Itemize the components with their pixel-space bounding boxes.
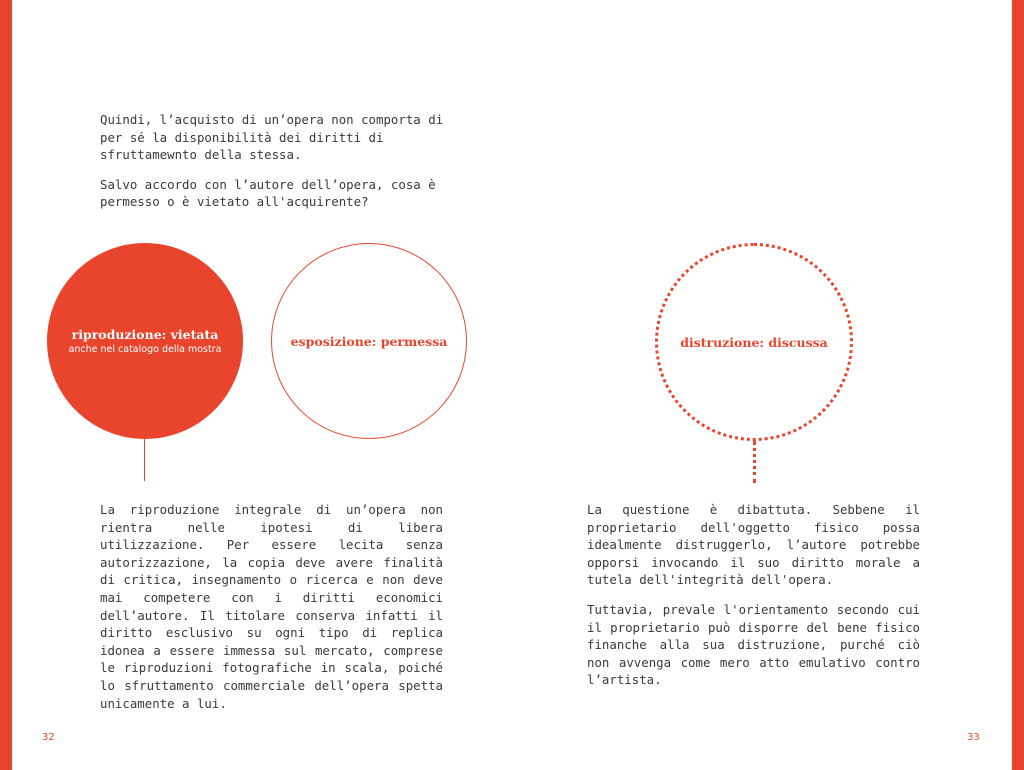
reproduction-connector-line [144, 439, 145, 481]
left-edge-bar [0, 0, 12, 770]
destruction-circle [655, 243, 853, 441]
reproduction-paragraph-1: La riproduzione integrale di un’opera non rientra nelle ipotesi di libera utilizzazione. Per essere lecita senza autorizzazione, la copia deve avere finalità di critica, insegnamento o ricerca e non deve mai competere con i diritti economici dell’autore. Il titolare conserva infatti il diritto esclusivo su ogni tipo di replica idonea a essere immessa sul mercato, comprese le riproduzioni fotografiche in scala, poiché lo sfruttamento commerciale dell’opera spetta unicamente a lui. [100, 502, 443, 711]
destruction-body-text [587, 501, 920, 701]
reproduction-subtitle: anche nel catalogo della mostra [68, 344, 222, 355]
reproduction-title: riproduzione: vietata [71, 327, 219, 342]
exhibition-title: esposizione: permessa [290, 333, 448, 349]
destruction-paragraph-1: La questione è dibattuta. Sebbene il proprietario dell'oggetto fisico possa idealmente distruggerlo, l’autore potrebbe opporsi invocando il suo diritto morale a tutela dell'integrità dell'opera. [587, 502, 920, 588]
intro-paragraph-1: Quindi, l’acquisto di un’opera non comporta di per sé la disponibilità dei diritti di sfruttamewnto della stessa. [100, 112, 444, 163]
destruction-paragraph-2: Tuttavia, prevale l'orientamento secondo cui il proprietario può disporre del bene fisico finanche alla sua distruzione, purché ciò non avvenga come mero atto emulativo contro l’artista. [587, 601, 920, 688]
reproduction-circle [47, 243, 243, 439]
intro-text [100, 111, 445, 223]
intro-paragraph-2: Salvo accordo con l’autore dell’opera, cosa è permesso o è vietato all'acquirente? [100, 176, 436, 210]
reproduction-body-text [100, 501, 443, 724]
destruction-title: distruzione: discussa [680, 334, 828, 350]
destruction-connector-line [753, 441, 756, 483]
right-edge-bar [1012, 0, 1024, 770]
exhibition-circle [271, 243, 467, 439]
page-number-left: 32 [42, 732, 55, 743]
page-number-right: 33 [967, 732, 980, 743]
